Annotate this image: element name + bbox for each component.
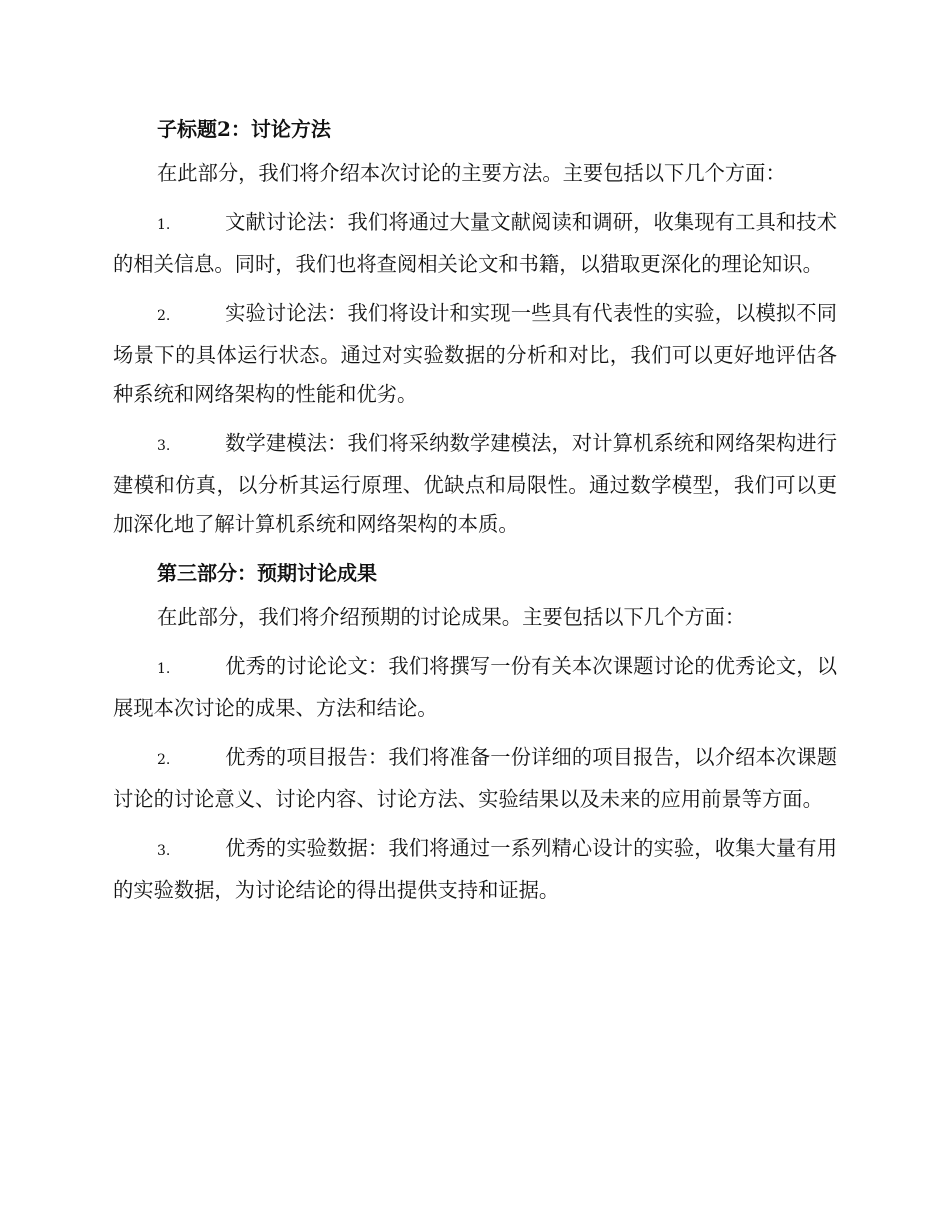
list-item-number: 2.: [157, 752, 171, 768]
list-item: [113, 203, 837, 284]
list-item: [113, 294, 837, 414]
list-item-number: 1.: [157, 661, 171, 677]
list-item-number: 1.: [157, 217, 171, 233]
list-item-text: 优秀的项目报告：我们将准备一份详细的项目报告，以介绍本次课题讨论的讨论意义、讨论内容、讨论方法、实验结果以及未来的应用前景等方面。: [113, 745, 837, 811]
list-item-text: 实验讨论法：我们将设计和实现一些具有代表性的实验，以模拟不同场景下的具体运行状态。通过对实验数据的分析和对比，我们可以更好地评估各种系统和网络架构的性能和优劣。: [113, 301, 837, 406]
list-item: [113, 647, 837, 728]
list-item: [113, 829, 837, 910]
list-item-number: 3.: [157, 843, 171, 859]
list-item-text: 数学建模法：我们将采纳数学建模法，对计算机系统和网络架构进行建模和仿真，以分析其运行原理、优缺点和局限性。通过数学模型，我们可以更加深化地了解计算机系统和网络架构的本质。: [113, 431, 837, 536]
section-intro-methods: 在此部分，我们将介绍本次讨论的主要方法。主要包括以下几个方面：: [157, 161, 786, 185]
list-item-text: 优秀的讨论论文：我们将撰写一份有关本次课题讨论的优秀论文，以展现本次讨论的成果、方法和结论。: [113, 654, 837, 720]
document-page: [113, 100, 837, 920]
section-heading-methods: 子标题2：讨论方法: [157, 117, 331, 141]
list-item-text: 文献讨论法：我们将通过大量文献阅读和调研，收集现有工具和技术的相关信息。同时，我们也将查阅相关论文和书籍，以猎取更深化的理论知识。: [113, 210, 837, 276]
list-item: [113, 738, 837, 819]
list-item-number: 2.: [157, 308, 171, 324]
section-heading-outcomes: 第三部分：预期讨论成果: [157, 561, 377, 585]
section-intro-outcomes: 在此部分，我们将介绍预期的讨论成果。主要包括以下几个方面：: [157, 605, 746, 629]
list-item: [113, 424, 837, 544]
list-item-number: 3.: [157, 438, 171, 454]
list-item-text: 优秀的实验数据：我们将通过一系列精心设计的实验，收集大量有用的实验数据，为讨论结论的得出提供支持和证据。: [113, 836, 837, 902]
